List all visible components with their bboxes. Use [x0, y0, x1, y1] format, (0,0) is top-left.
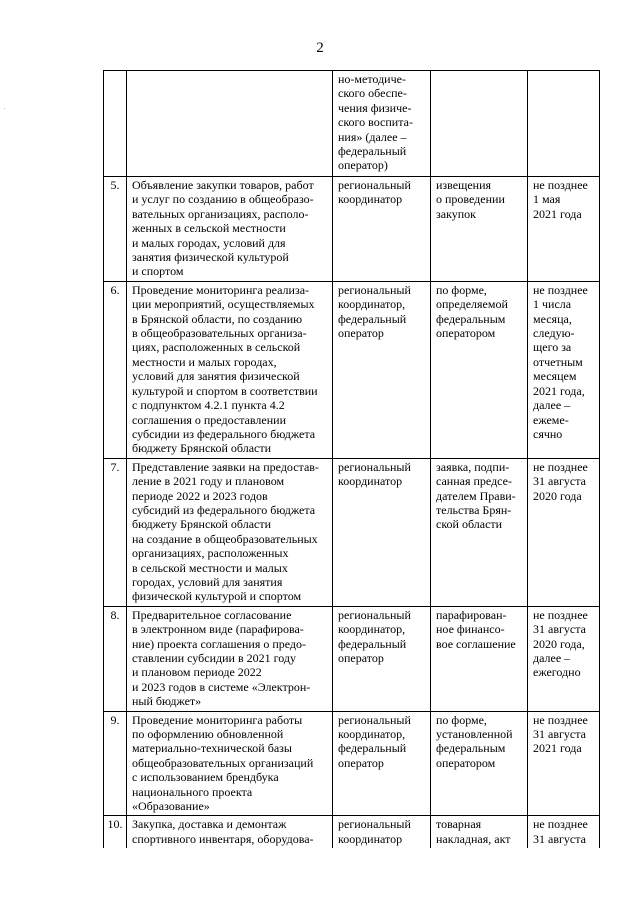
task-cell: Объявление закупки товаров, работ и услуг по созданию в общеобразо- вательных организациях, располо- женных в сельской местности и малых городах, условий для занятия физической культурой и спортом — [127, 177, 333, 282]
executor-cell: региональный координатор — [333, 458, 431, 606]
document-cell: извещения о проведении закупок — [431, 177, 528, 282]
page-number: 2 — [316, 40, 324, 56]
row-number: 7. — [104, 458, 127, 606]
task-cell: Предварительное согласование в электронном виде (парафирова- ние) проекта соглашения о предо- ставлении субсидии в 2021 году и плановом периоде 2022 и 2023 годов в системе «Электрон- ный бюджет» — [127, 606, 333, 711]
table-row — [104, 711, 600, 816]
table-row — [104, 281, 600, 458]
table-row — [104, 177, 600, 282]
deadline-cell: не позднее 31 августа — [528, 816, 600, 848]
margin-dot — [4, 108, 5, 109]
executor-cell: региональный координатор, федеральный оператор — [333, 711, 431, 816]
task-cell: Проведение мониторинга работы по оформлению обновленной материально-технической базы общеобразовательных организаций с использованием брендбука национального проекта «Образование» — [127, 711, 333, 816]
row-number: 5. — [104, 177, 127, 282]
table-row — [104, 816, 600, 848]
row-number — [104, 71, 127, 177]
deadline-cell: не позднее 31 августа 2020 года — [528, 458, 600, 606]
executor-cell: региональный координатор — [333, 816, 431, 848]
document-cell: по форме, определяемой федеральным оператором — [431, 281, 528, 458]
deadline-cell: не позднее 1 числа месяца, следую- щего за отчетным месяцем 2021 года, далее – ежеме- сячно — [528, 281, 600, 458]
row-number: 8. — [104, 606, 127, 711]
task-cell: Представление заявки на предостав- ление в 2021 году и плановом периоде 2022 и 2023 годов субсидий из федерального бюджета бюджету Брянской области на создание в общеобразовательных организациях, расположенных в сельской местности и малых городах, условий для занятия физической культурой и спортом — [127, 458, 333, 606]
row-number: 9. — [104, 711, 127, 816]
task-cell — [127, 71, 333, 177]
row-number: 10. — [104, 816, 127, 848]
action-plan-table — [103, 70, 600, 848]
document-cell: парафирован- ное финансо- вое соглашение — [431, 606, 528, 711]
deadline-cell: не позднее 1 мая 2021 года — [528, 177, 600, 282]
document-cell: товарная накладная, акт — [431, 816, 528, 848]
document-cell: заявка, подпи- санная предсе- дателем Прави- тельства Брян- ской области — [431, 458, 528, 606]
task-cell: Проведение мониторинга реализа- ции мероприятий, осуществляемых в Брянской области, по созданию в общеобразовательных организа- циях, расположенных в сельской местности и малых городах, условий для занятия физической культурой и спортом в соответствии с подпунктом 4.2.1 пункта 4.2 соглашения о предоставлении субсидии из федерального бюджета бюджету Брянской области — [127, 281, 333, 458]
executor-cell: региональный координатор — [333, 177, 431, 282]
table-row — [104, 458, 600, 606]
document-cell — [431, 71, 528, 177]
deadline-cell: не позднее 31 августа 2020 года, далее – ежегодно — [528, 606, 600, 711]
deadline-cell — [528, 71, 600, 177]
executor-cell: региональный координатор, федеральный оператор — [333, 281, 431, 458]
task-cell: Закупка, доставка и демонтаж спортивного инвентаря, оборудова- — [127, 816, 333, 848]
document-cell: по форме, установленной федеральным оператором — [431, 711, 528, 816]
table-row — [104, 71, 600, 177]
table-row — [104, 606, 600, 711]
executor-cell: но-методиче- ского обеспе- чения физиче- ского воспита- ния» (далее – федеральный оператор) — [333, 71, 431, 177]
row-number: 6. — [104, 281, 127, 458]
executor-cell: региональный координатор, федеральный оператор — [333, 606, 431, 711]
deadline-cell: не позднее 31 августа 2021 года — [528, 711, 600, 816]
